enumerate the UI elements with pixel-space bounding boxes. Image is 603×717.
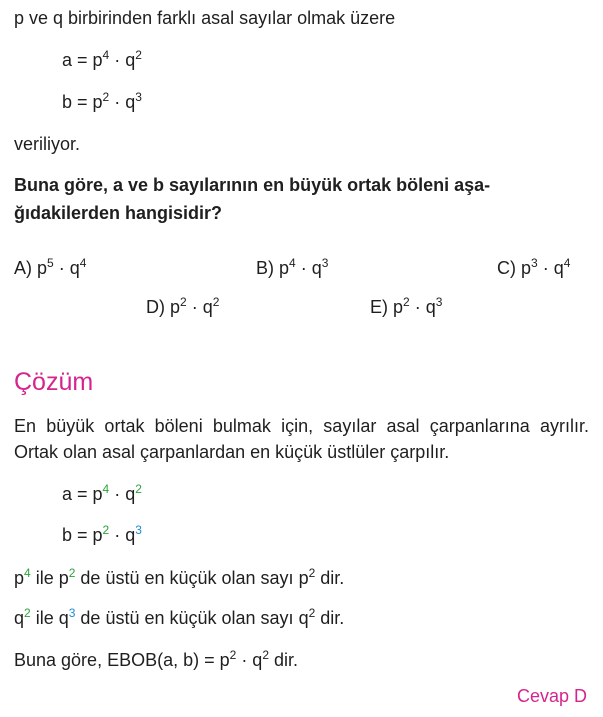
option-a[interactable]: A) $p^5 \cdot q^4$ [14,256,87,278]
solution-line-q: $q^2$ ile $q^3$ de üstü en küçük olan sayı $q^2$ dir. [14,606,345,628]
equation-a: $a = p^4 \cdot q^2$ [62,48,142,70]
question-prompt-line2: ğıdakilerden hangisidir? [14,203,223,223]
solution-paragraph: En büyük ortak böleni bulmak için, sayılar asal çarpanlarına ayrılır. Ortak olan asal çarpanlardan en küçük üstlüler çarpılır. [14,416,589,462]
question-prompt-line1: Buna göre, a ve b sayılarının en büyük ortak böleni aşa- [14,175,491,195]
solution-title: Çözüm [14,368,94,396]
question-intro: p ve q birbirinden farklı asal sayılar olmak üzere [14,8,396,28]
solution-line-p: $p^4$ ile $p^2$ de üstü en küçük olan sayı $p^2$ dir. [14,566,345,588]
given-text: veriliyor. [14,134,81,154]
option-c[interactable]: C) $p^3 \cdot q^4$ [497,256,571,278]
solution-conclusion: Buna göre, EBOB(a, $b) = p^2 \cdot q^2$ dir. [14,648,299,670]
option-e[interactable]: E) $p^2 \cdot q^3$ [370,295,443,317]
option-b[interactable]: B) $p^4 \cdot q^3$ [256,256,329,278]
answer-label: Cevap D [516,686,587,706]
option-d[interactable]: D) $p^2 \cdot q^2$ [146,295,220,317]
solution-equation-b: $b = p^2 \cdot q^3$ [62,523,142,545]
solution-equation-a: $a = p^4 \cdot q^2$ [62,482,142,504]
equation-b: $b = p^2 \cdot q^3$ [62,90,142,112]
